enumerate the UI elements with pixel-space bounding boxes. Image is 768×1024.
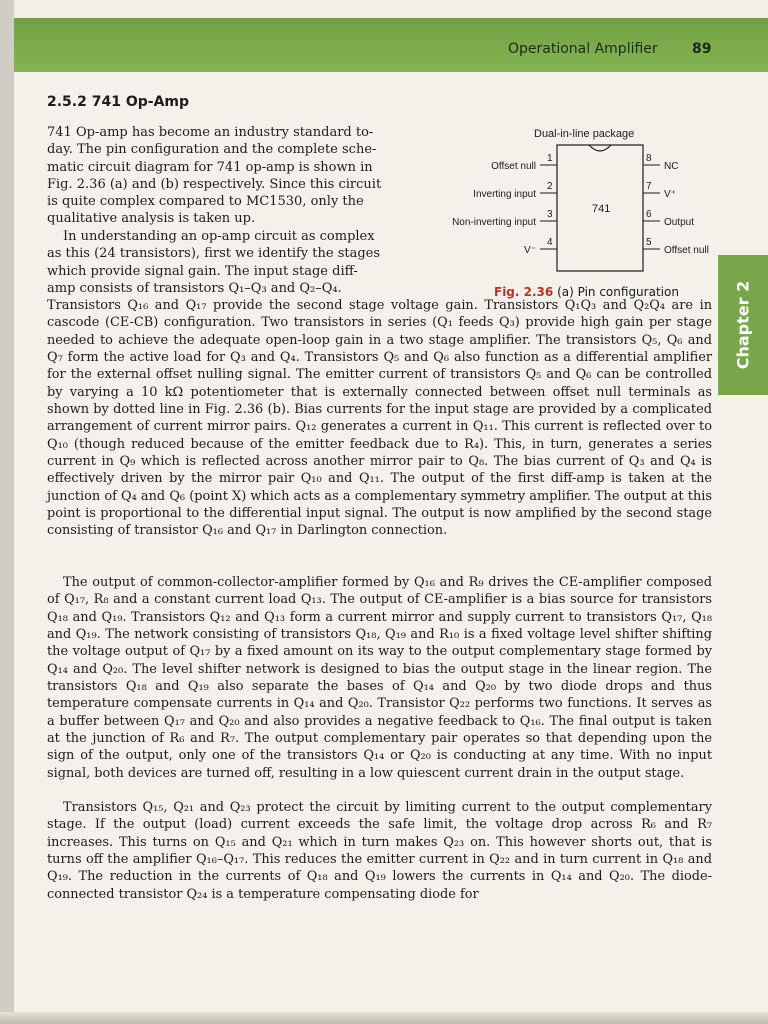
- pin-5-label: Offset null: [664, 245, 709, 256]
- chip-label: 741: [592, 203, 611, 215]
- pin-2-label: Inverting input: [473, 189, 536, 200]
- text-line: matic circuit diagram for 741 op-amp is shown in: [47, 159, 373, 175]
- pin-1-label: Offset null: [491, 161, 536, 172]
- pin-7-number: 7: [646, 181, 652, 192]
- dip-package-diagram: [414, 125, 744, 285]
- text-line: 741 Op-amp has become an industry standard to-: [47, 125, 374, 140]
- pin-3-number: 3: [547, 209, 553, 220]
- chip-notch: [589, 145, 611, 151]
- pin-configuration-figure: [414, 125, 744, 305]
- pin-7-label: V⁺: [664, 189, 676, 200]
- header-top-margin: [14, 0, 768, 18]
- running-header-title: Operational Amplifier: [508, 41, 658, 57]
- paragraph-stages-body: Transistors Q₁₆ and Q₁₇ provide the second stage voltage gain. Transistors Q₁Q₃ and Q₂Q₄ are in cascode (CE-CB) configuration. Two transistors in series (Q₁ feeds Q₃) provide high gain per stage needed to achieve the adequate open-loop gain in a two stage amplifier. The transistors Q₅, Q₆ and Q₇ form the active load for Q₃ and Q₄. Transistors Q₅ and Q₆ also function as a differential amplifier for the external offset nulling signal. The emitter current of transistors Q₅ and Q₆ can be controlled by varying a 10 kΩ potentiometer that is externally connected between offset null terminals as shown by dotted line in Fig. 2.36 (b). Bias currents for the input stage are provided by a complicated arrangement of current mirror pairs. Q₁₂ generates a current in Q₁₁. This current is reflected over to Q₁₀ (though reduced because of the emitter feedback due to R₄). This, in turn, generates a series current in Q₉ which is reflected across another mirror pair to Q₈. The bias current of Q₃ and Q₄ is effectively driven by the mirror pair Q₁₀ and Q₁₁. The output of the first diff-amp is taken at the junction of Q₄ and Q₆ (point X) which acts as a complementary symmetry amplifier. The output at this point is proportional to the differential input signal. The output is now amplified by the second stage consisting of transistor Q₁₆ and Q₁₇ in Darlington connection.: [47, 298, 712, 539]
- paragraph-stages-intro: [47, 228, 407, 297]
- chapter-tab: [718, 255, 768, 395]
- pin-1-number: 1: [547, 153, 553, 164]
- text-line: which provide signal gain. The input stage diff-: [47, 263, 358, 279]
- pin-5-number: 5: [646, 237, 652, 248]
- chapter-tab-label: Chapter 2: [733, 280, 753, 370]
- book-page: [14, 0, 768, 1024]
- page-number: 89: [692, 41, 712, 57]
- text-line: qualitative analysis is taken up.: [47, 211, 256, 227]
- pin-4-label: V⁻: [524, 245, 536, 256]
- paragraph-protection: Transistors Q₁₅, Q₂₁ and Q₂₃ protect the circuit by limiting current to the output complementary stage. If the output (load) current exceeds the safe limit, the voltage drop across R₆ and R₇ increases. This turns on Q₁₅ and Q₂₁ which in turn makes Q₂₃ on. This however shorts out, that is turns off the amplifier Q₁₆–Q₁₇. This reduces the emitter current in Q₂₂ and in turn current in Q₁₈ and Q₁₉. The reduction in the currents of Q₁₈ and Q₁₉ lowers the currents in Q₁₄ and Q₂₀. The diode-connected transistor Q₂₄ is a temperature compensating diode for: [47, 800, 712, 902]
- text-line: is quite complex compared to MC1530, only the: [47, 194, 364, 210]
- pin-3-label: Non-inverting input: [452, 217, 536, 228]
- text-line: as this (24 transistors), first we identify the stages: [47, 246, 381, 262]
- text-line: Fig. 2.36 (a) and (b) respectively. Since this circuit: [47, 176, 382, 192]
- figure-caption: [494, 285, 679, 299]
- page-header-band: [14, 0, 768, 72]
- paragraph-output-stage: The output of common-collector-amplifier formed by Q₁₆ and R₉ drives the CE-amplifier composed of Q₁₇, R₈ and a constant current load Q₁₃. The output of CE-amplifier is a bias source for transistors Q₁₈ and Q₁₉. Transistors Q₁₂ and Q₁₃ form a current mirror and supply current to transistors Q₁₇, Q₁₈ and Q₁₉. The network consisting of transistors Q₁₈, Q₁₉ and R₁₀ is a fixed voltage level shifter shifting the voltage output of Q₁₇ by a fixed amount on its way to the output complementary stage formed by Q₁₄ and Q₂₀. The level shifter network is designed to bias the output stage in the linear region. The transistors Q₁₈ and Q₁₉ also separate the bases of Q₁₄ and Q₂₀ by two diode drops and thus temperature compensate currents in Q₁₄ and Q₂₀. Transistor Q₂₂ performs two functions. It serves as a buffer between Q₁₇ and Q₂₀ and also provides a negative feedback to Q₁₆. The final output is taken at the junction of R₆ and R₇. The output complementary pair operates so that depending upon the sign of the output, only one of the transistors Q₁₄ or Q₂₀ is conducting at any time. With no input signal, both devices are turned off, resulting in a low quiescent current drain in the output stage.: [47, 575, 712, 781]
- pin-6-label: Output: [664, 217, 695, 228]
- pin-6-number: 6: [646, 209, 652, 220]
- figure-title: Dual-in-line package: [534, 128, 635, 140]
- figure-caption-text: (a) Pin configuration: [557, 285, 679, 299]
- text-line: amp consists of transistors Q₁–Q₃ and Q₂–Q₄.: [47, 280, 342, 296]
- text-line: day. The pin configuration and the complete sche-: [47, 142, 377, 158]
- section-heading: 2.5.2 741 Op-Amp: [47, 94, 190, 110]
- text-line: In understanding an op-amp circuit as complex: [63, 229, 375, 244]
- page-bottom-edge: [0, 1012, 768, 1024]
- figure-number: Fig. 2.36: [494, 285, 554, 299]
- pin-4-number: 4: [547, 237, 553, 248]
- paragraph-intro: [47, 124, 407, 228]
- pin-8-number: 8: [646, 153, 652, 164]
- pin-2-number: 2: [547, 181, 553, 192]
- pin-8-label: NC: [664, 161, 679, 172]
